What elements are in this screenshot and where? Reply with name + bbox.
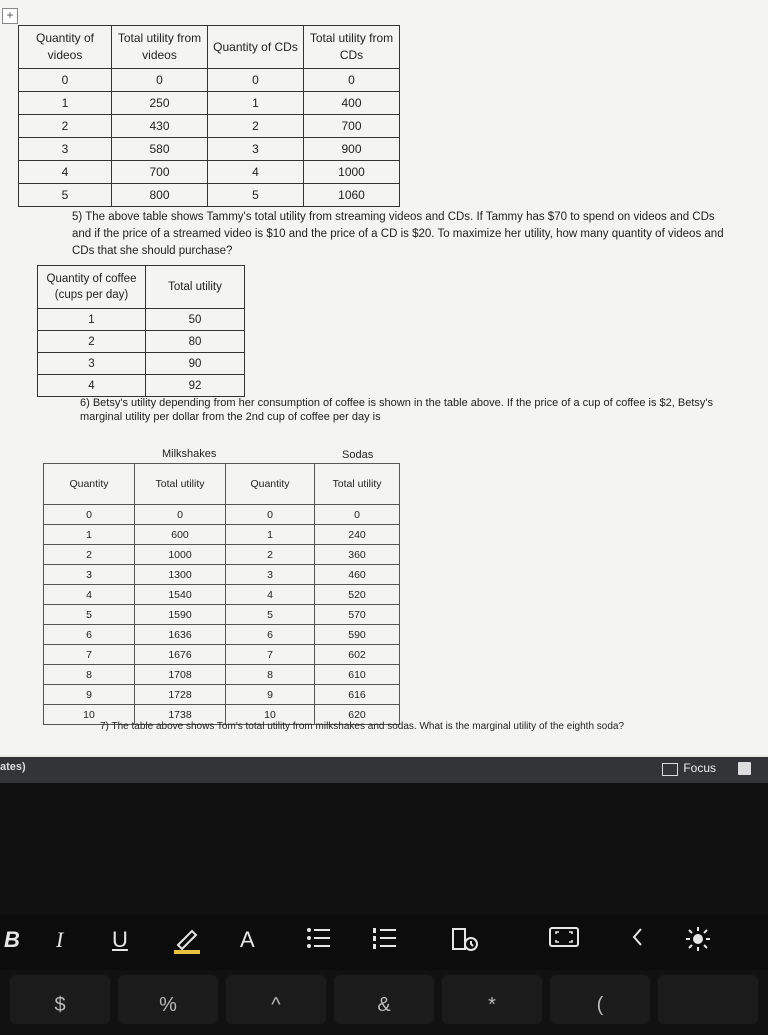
table-cell[interactable]: 1590 [135,605,226,625]
question-6-text[interactable]: 6) Betsy's utility depending from her consumption of coffee is shown in the table above. If the price of a cup of coffee is $2, Betsy's marginal utility per dollar from the 2nd cup of coffee per day is [80,397,713,423]
key-dollar[interactable]: $ [10,975,110,1024]
table-cell[interactable]: 50 [146,309,245,331]
table-header: Quantity of videos [19,26,112,69]
table-cell[interactable]: 580 [112,138,208,161]
table-cell[interactable]: 5 [208,184,304,207]
table-cell[interactable]: 430 [112,115,208,138]
table-row [19,161,400,184]
table-row [19,184,400,207]
table-cell[interactable]: 6 [226,625,315,645]
table-cell[interactable]: 7 [44,645,135,665]
table-cell[interactable]: 6 [44,625,135,645]
table-cell[interactable]: 602 [315,645,400,665]
table-row [44,685,400,705]
question-5-text[interactable]: 5) The above table shows Tammy's total utility from streaming videos and CDs. If Tammy has $70 to spend on videos and CDs and if the price of a streamed video is $10 and the price of a CD is $20. To maximize her utility, how many quantity of videos and CDs that she should purchase? [72,211,724,257]
italic-button[interactable]: I [56,927,64,952]
chevron-left-icon[interactable] [630,925,644,957]
table-cell[interactable]: 1676 [135,645,226,665]
brightness-icon[interactable] [684,925,712,961]
table-row [38,309,245,331]
table-cell[interactable]: 800 [112,184,208,207]
table-row [38,375,245,397]
table-row [44,505,400,525]
table-row [44,565,400,585]
table-cell[interactable]: 1 [208,92,304,115]
print-layout-icon[interactable] [738,762,751,775]
table-cell[interactable]: 1540 [135,585,226,605]
table-cell[interactable]: 1738 [135,705,226,725]
table-row [44,625,400,645]
highlight-icon[interactable] [170,925,204,963]
table-cell[interactable]: 0 [315,505,400,525]
table-cell[interactable]: 2 [44,545,135,565]
focus-icon[interactable] [662,763,678,776]
table-header: Total utility [146,266,245,309]
table-cell[interactable]: 4 [226,585,315,605]
table-header: Quantity of coffee (cups per day) [38,266,146,309]
underline-button[interactable]: U [112,927,128,952]
focus-button[interactable]: Focus [683,761,716,775]
table-cell[interactable]: 0 [19,69,112,92]
table-row [44,585,400,605]
table-header: Total utility from CDs [304,26,400,69]
table-cell[interactable]: 700 [304,115,400,138]
table-cell[interactable]: 1 [19,92,112,115]
table-cell[interactable]: 10 [226,705,315,725]
table-row [38,353,245,375]
table-cell[interactable]: 590 [315,625,400,645]
table-cell[interactable]: 2 [19,115,112,138]
table-cell[interactable]: 2 [38,331,146,353]
table-row [44,665,400,685]
table-cell[interactable]: 0 [44,505,135,525]
table-header: Quantity of CDs [208,26,304,69]
table-row [38,331,245,353]
screenshot-icon[interactable] [548,925,580,957]
font-color-button[interactable]: A [240,927,255,952]
table-header: Quantity [226,464,315,505]
table-cell[interactable]: 3 [208,138,304,161]
table-cell[interactable]: 9 [226,685,315,705]
table-cell[interactable]: 90 [146,353,245,375]
table-cell[interactable]: 600 [135,525,226,545]
status-bar [0,757,768,783]
table-cell[interactable]: 1708 [135,665,226,685]
status-bar-label: ates) [0,761,26,773]
coffee-table [37,265,245,397]
key-caret[interactable]: ^ [226,975,326,1024]
table-cell[interactable]: 2 [208,115,304,138]
key-paren[interactable]: ( [550,975,650,1024]
table-header: Total utility from videos [112,26,208,69]
format-painter-icon[interactable] [450,925,480,961]
table-cell[interactable]: 0 [226,505,315,525]
table-move-handle-icon[interactable]: + [2,8,18,24]
table-row [44,545,400,565]
table-cell[interactable]: 4 [19,161,112,184]
key-ampersand[interactable]: & [334,975,434,1024]
keyboard-row [0,975,768,1024]
table-cell[interactable]: 9 [44,685,135,705]
table-cell[interactable]: 1060 [304,184,400,207]
table-cell[interactable]: 7 [226,645,315,665]
table-cell[interactable]: 3 [226,565,315,585]
table-cell[interactable]: 4 [38,375,146,397]
table-cell[interactable]: 0 [208,69,304,92]
table-cell[interactable]: 3 [44,565,135,585]
table-row [44,645,400,665]
table-cell[interactable]: 8 [44,665,135,685]
table-row [44,525,400,545]
table-cell[interactable]: 5 [19,184,112,207]
table-cell[interactable]: 700 [112,161,208,184]
table-cell[interactable]: 1000 [304,161,400,184]
table-cell[interactable]: 1300 [135,565,226,585]
table-cell[interactable]: 10 [44,705,135,725]
table-cell[interactable]: 616 [315,685,400,705]
table-row [19,92,400,115]
sodas-group-label: Sodas [342,449,374,461]
numbered-list-icon[interactable] [372,925,398,959]
table-cell[interactable]: 610 [315,665,400,685]
question-7-text[interactable]: 7) The table above shows Tom's total utility from milkshakes and sodas. What is the marginal utility of the eighth soda? [100,721,625,732]
table-cell[interactable]: 240 [315,525,400,545]
table-cell[interactable]: 460 [315,565,400,585]
table-cell[interactable]: 1000 [135,545,226,565]
table-header: Total utility [315,464,400,505]
key-percent[interactable]: % [118,975,218,1024]
table-cell[interactable]: 3 [38,353,146,375]
table-cell[interactable]: 2 [226,545,315,565]
table-cell[interactable]: 250 [112,92,208,115]
milkshakes-group-label: Milkshakes [162,448,217,460]
bullet-list-icon[interactable] [306,925,332,959]
bold-button[interactable]: B [4,927,20,952]
milkshakes-sodas-table [43,463,400,725]
table-cell[interactable]: 0 [112,69,208,92]
videos-cds-table [18,25,400,207]
table-cell[interactable]: 80 [146,331,245,353]
table-row [19,69,400,92]
table-cell[interactable]: 0 [304,69,400,92]
table-cell[interactable]: 620 [315,705,400,725]
table-cell[interactable]: 1636 [135,625,226,645]
table-cell[interactable]: 5 [44,605,135,625]
table-cell[interactable]: 1 [38,309,146,331]
table-cell[interactable]: 1 [226,525,315,545]
table-cell[interactable]: 8 [226,665,315,685]
table-cell[interactable]: 900 [304,138,400,161]
table-cell[interactable]: 0 [135,505,226,525]
table-header: Quantity [44,464,135,505]
table-cell[interactable]: 3 [19,138,112,161]
table-cell[interactable]: 1728 [135,685,226,705]
table-cell[interactable]: 570 [315,605,400,625]
key-asterisk[interactable]: * [442,975,542,1024]
touch-bar [0,915,768,970]
table-row [19,115,400,138]
table-cell[interactable]: 5 [226,605,315,625]
table-cell[interactable]: 4 [44,585,135,605]
table-cell[interactable]: 92 [146,375,245,397]
key-blank[interactable] [658,975,758,1024]
table-row [19,138,400,161]
table-row [44,605,400,625]
table-header: Total utility [135,464,226,505]
table-cell[interactable]: 4 [208,161,304,184]
table-cell[interactable]: 360 [315,545,400,565]
table-cell[interactable]: 400 [304,92,400,115]
table-cell[interactable]: 1 [44,525,135,545]
table-cell[interactable]: 520 [315,585,400,605]
